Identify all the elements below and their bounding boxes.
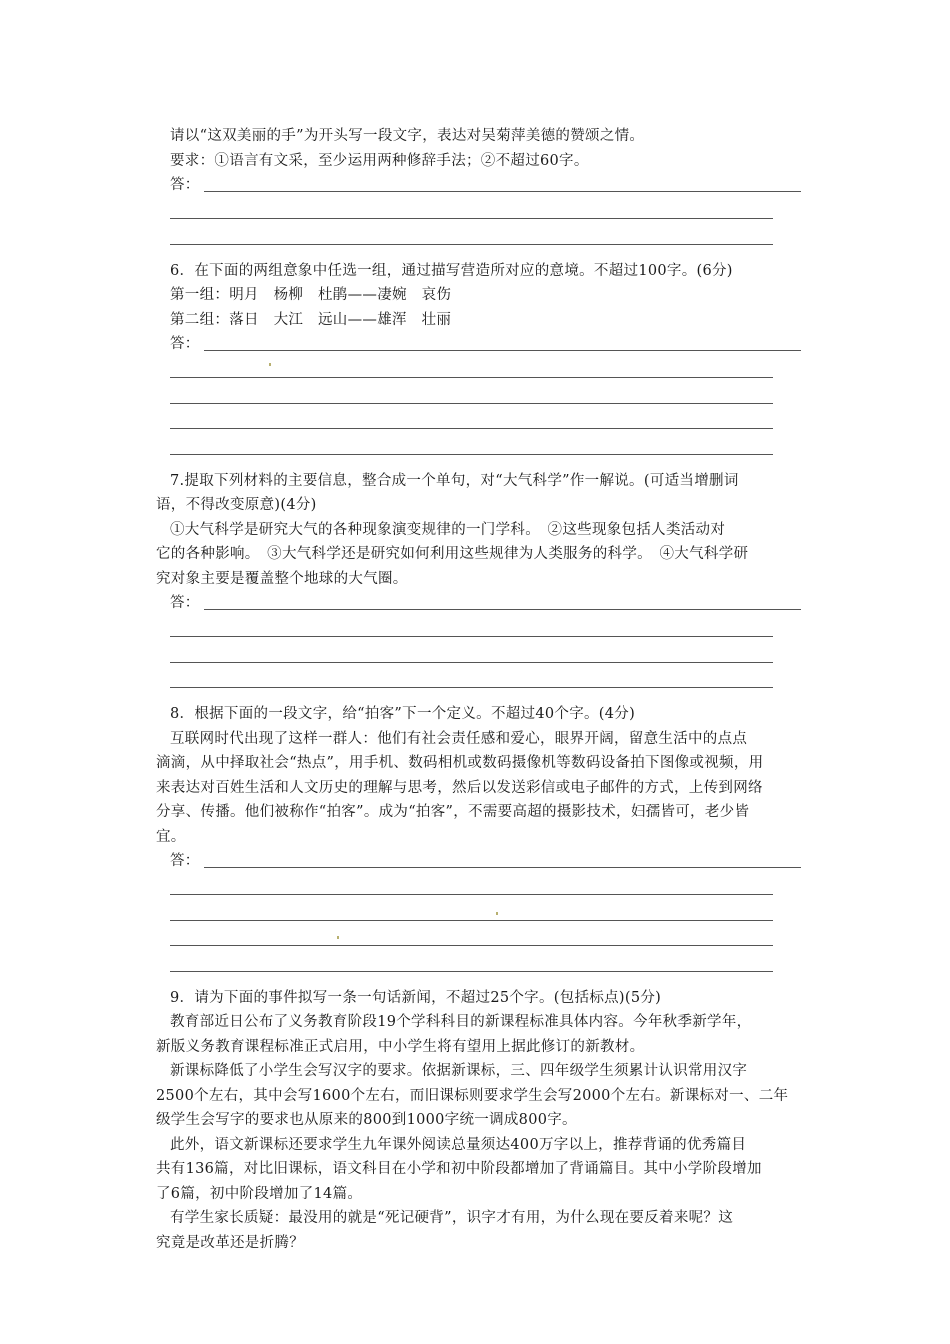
q8-blank-line[interactable] [170,874,825,900]
q6-blank-line[interactable] [170,357,825,383]
q6-blank-line[interactable] [170,408,825,434]
q6-group1: 第一组：明月 杨柳 杜鹃——凄婉 哀伤 [170,287,452,303]
q8-blank-line[interactable] [170,925,825,951]
q8-text-line2: 滴滴，从中择取社会“热点”，用手机、数码相机或数码摄像机等数码设备拍下图像或视频，用 [156,755,764,771]
q7-blank-line[interactable] [170,616,825,642]
q7-title-line1: 7.提取下列材料的主要信息，整合成一个单句，对“大气科学”作一解说。(可适当增删词 [170,472,739,489]
scan-mark [337,936,339,939]
q8-text-line4: 分享、传播。他们被称作“拍客”。成为“拍客”，不需要高超的摄影技术，妇孺皆可，老少皆 [156,804,750,820]
q8-text-line5: 宜。 [156,828,186,845]
q5-answer-line[interactable] [170,173,825,198]
q6-blank-line[interactable] [170,433,825,459]
q9-p3-line3: 了6篇，初中阶段增加了14篇。 [156,1185,363,1202]
answer-label: 答： [170,853,200,869]
q7-blank-line[interactable] [170,667,825,693]
answer-label: 答： [170,595,200,611]
q6-title: 6．在下面的两组意象中任选一组，通过描写营造所对应的意境。不超过100字。(6分) [170,262,733,279]
q8-text-line1: 互联网时代出现了这样一群人：他们有社会责任感和爱心，眼界开阔，留意生活中的点点 [170,730,748,747]
q8-text-line3: 来表达对百姓生活和人文历史的理解与思考，然后以发送彩信或电子邮件的方式，上传到网络 [156,779,763,796]
q6-answer-line[interactable] [170,332,825,357]
q8-answer-line[interactable] [170,849,825,874]
q5-requirement: 要求：①语言有文采，至少运用两种修辞手法；②不超过60字。 [170,152,589,169]
q7-answer-line[interactable] [170,591,825,616]
answer-rule [204,350,801,351]
scan-mark [269,363,271,366]
q7-title-line2: 语，不得改变原意)(4分) [156,497,317,513]
q8-title: 8．根据下面的一段文字，给“拍客”下一个定义。不超过40个字。(4分) [170,706,636,722]
answer-rule [204,191,801,192]
worksheet-content [156,124,825,1255]
answer-label: 答： [170,336,200,352]
q6-blank-line[interactable] [170,382,825,408]
q9-p2-line1: 新课标降低了小学生会写汉字的要求。依据新课标，三、四年级学生须累计认识常用汉字 [170,1063,748,1079]
q9-p1-line1: 教育部近日公布了义务教育阶段19个学科科目的新课程标准具体内容。今年秋季新学年， [170,1014,752,1030]
q9-p2-line3: 级学生会写字的要求也从原来的800到1000字统一调成800字。 [156,1112,577,1128]
q5-blank-line[interactable] [170,198,825,224]
q6-group2: 第二组：落日 大江 远山——雄浑 壮丽 [170,311,452,328]
scan-mark [496,912,498,915]
q9-title: 9．请为下面的事件拟写一条一句话新闻，不超过25个字。(包括标点)(5分) [170,989,662,1006]
q7-blank-line[interactable] [170,641,825,667]
q7-material-line1: ①大气科学是研究大气的各种现象演变规律的一门学科。 ②这些现象包括人类活动对 [170,521,726,538]
q5-prompt: 请以“这双美丽的手”为开头写一段文字，表达对吴菊萍美德的赞颂之情。 [170,128,645,144]
q9-p3-line2: 共有136篇，对比旧课标，语文科目在小学和初中阶段都增加了背诵篇目。其中小学阶段增加 [156,1161,762,1177]
q9-p4-line1: 有学生家长质疑：最没用的就是“死记硬背”，识字才有用，为什么现在要反着来呢？这 [170,1210,734,1226]
answer-label: 答： [170,177,200,193]
q9-p3-line1: 此外，语文新课标还要求学生九年课外阅读总量须达400万字以上，推荐背诵的优秀篇目 [170,1136,747,1153]
q5-blank-line[interactable] [170,223,825,249]
q9-p4-line2: 究竟是改革还是折腾？ [156,1234,304,1251]
answer-rule [204,609,801,610]
answer-rule [204,867,801,868]
q8-blank-line[interactable] [170,950,825,976]
q9-p2-line2: 2500个左右，其中会写1600个左右，而旧课标则要求学生会写2000个左右。新课标对一、二年 [156,1087,789,1104]
q9-p1-line2: 新版义务教育课程标准正式启用，中小学生将有望用上据此修订的新教材。 [156,1038,645,1055]
q7-material-line2: 它的各种影响。 ③大气科学还是研究如何利用这些规律为人类服务的科学。 ④大气科学研 [156,546,749,562]
q7-material-line3: 究对象主要是覆盖整个地球的大气圈。 [156,570,408,587]
